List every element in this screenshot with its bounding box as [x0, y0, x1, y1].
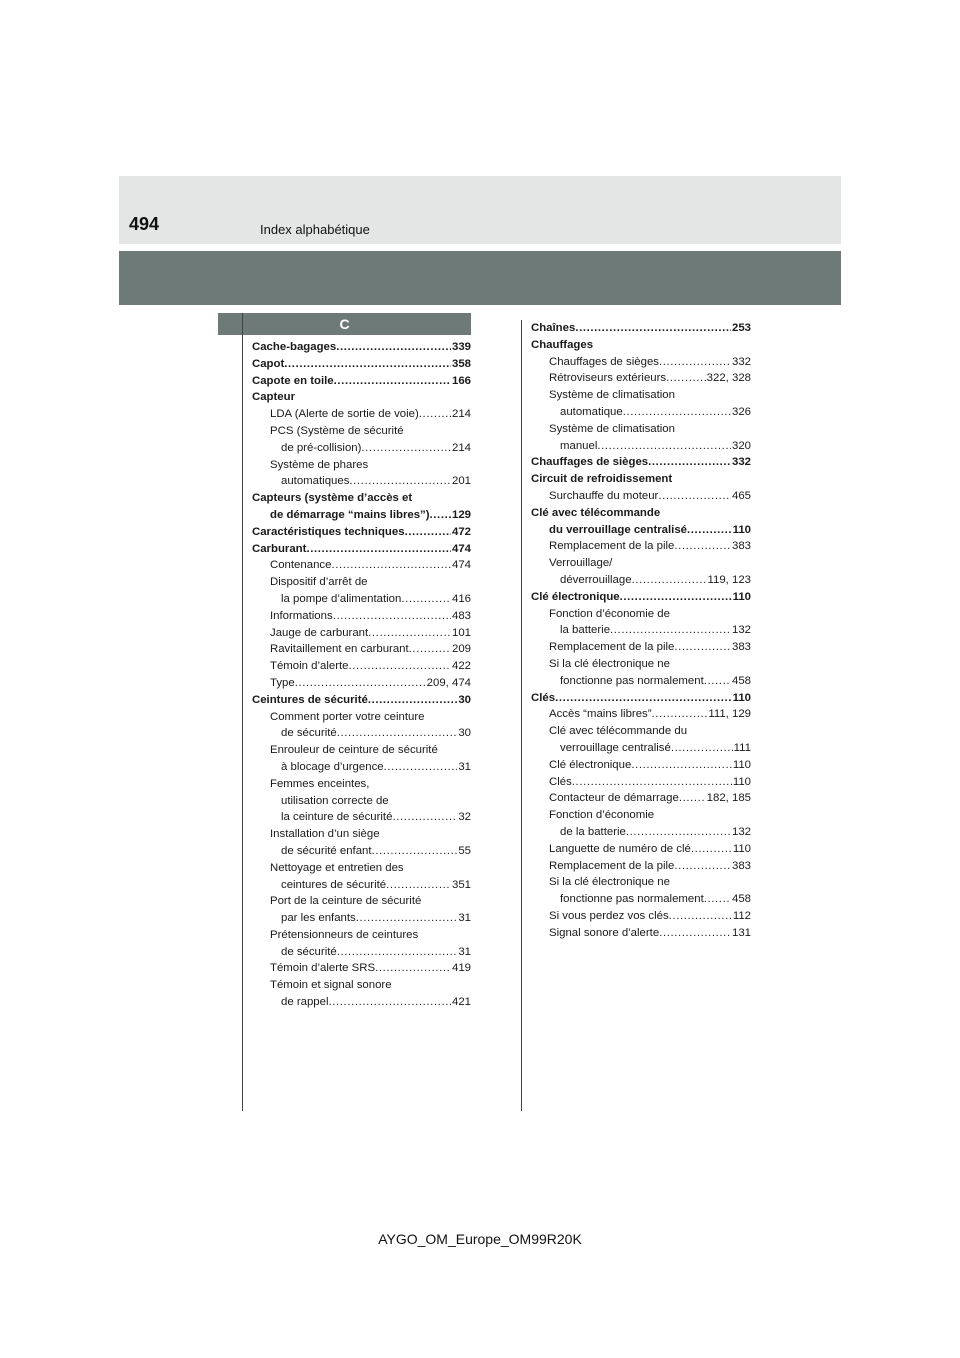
index-entry — [531, 337, 751, 354]
index-entry-page: 110 — [732, 775, 751, 788]
index-entry-page: 30 — [458, 693, 471, 706]
index-entry — [252, 591, 471, 608]
index-entry-text: Système de climatisation — [549, 422, 675, 435]
index-entry — [252, 457, 471, 474]
index-entry-page: 332 — [731, 355, 751, 368]
index-entry — [531, 824, 751, 841]
index-entry-page: 55 — [458, 844, 471, 857]
index-entry-text: Contenance — [270, 559, 332, 572]
index-entry-text: Si la clé électronique ne — [549, 657, 670, 670]
index-entry-text: Accès “mains libres” — [549, 708, 652, 721]
dot-leader — [375, 960, 451, 977]
dot-leader — [597, 438, 731, 455]
index-entry-page: 332 — [731, 456, 751, 469]
dot-leader — [401, 591, 451, 608]
dot-leader — [329, 994, 451, 1011]
index-entry-text: la ceinture de sécurité — [281, 811, 393, 824]
index-entry — [531, 589, 751, 606]
index-entry-page: 458 — [731, 893, 751, 906]
index-entry-text: Type — [270, 676, 295, 689]
header-band — [119, 251, 841, 305]
index-entry-text: fonctionne pas normalement — [560, 674, 704, 687]
dot-leader — [620, 589, 732, 606]
index-entry-page: 472 — [451, 525, 471, 538]
index-entry-text: Remplacement de la pile — [549, 859, 675, 872]
index-entry — [252, 977, 471, 994]
dot-leader — [659, 354, 731, 371]
index-entry — [252, 557, 471, 574]
index-entry-page: 112 — [732, 909, 751, 922]
index-entry-text: de pré-collision) — [281, 441, 362, 454]
index-entry-text: à blocage d’urgence — [281, 760, 384, 773]
index-entry — [252, 893, 471, 910]
dot-leader — [652, 706, 708, 723]
index-entry-page: 31 — [458, 945, 471, 958]
index-entry — [252, 944, 471, 961]
index-entry-text: manuel — [560, 439, 598, 452]
index-entry-page: 458 — [731, 674, 751, 687]
index-entry-text: Témoin d’alerte — [270, 660, 349, 673]
index-entry — [252, 658, 471, 675]
dot-leader — [392, 809, 457, 826]
index-entry-text: Système de climatisation — [549, 389, 675, 402]
index-entry-page: 110 — [732, 590, 751, 603]
index-column-right — [531, 320, 751, 941]
right-column-divider — [521, 320, 522, 1111]
page-header — [119, 176, 841, 244]
index-entry-text: Si la clé électronique ne — [549, 876, 670, 889]
index-entry — [531, 538, 751, 555]
dot-leader — [386, 877, 451, 894]
dot-leader — [659, 925, 731, 942]
index-entry — [252, 776, 471, 793]
index-entry-page: 110 — [732, 758, 751, 771]
dot-leader — [336, 339, 451, 356]
page-number: 494 — [129, 214, 160, 234]
index-entry — [531, 454, 751, 471]
index-entry — [252, 692, 471, 709]
index-entry — [531, 807, 751, 824]
dot-leader — [674, 538, 731, 555]
index-entry-text: de sécurité — [281, 727, 337, 740]
index-entry — [252, 473, 471, 490]
index-entry — [531, 404, 751, 421]
index-entry-page: 101 — [451, 626, 471, 639]
index-entry-text: Port de la ceinture de sécurité — [270, 895, 422, 908]
dot-leader — [361, 440, 451, 457]
index-entry-text: Nettoyage et entretien des — [270, 861, 404, 874]
index-entry-page: 383 — [731, 641, 751, 654]
index-entry — [531, 891, 751, 908]
dot-leader — [409, 641, 451, 658]
index-entry — [531, 488, 751, 505]
index-entry-text: Clé avec télécommande du — [549, 725, 688, 738]
index-entry-text: Capote en toile — [252, 374, 334, 387]
index-entry-page: 119, 123 — [707, 573, 751, 586]
dot-leader — [626, 824, 731, 841]
index-entry-text: Contacteur de démarrage — [549, 792, 679, 805]
index-entry-page: 253 — [731, 322, 751, 334]
index-entry — [531, 673, 751, 690]
index-entry-page: 111, 129 — [708, 708, 751, 721]
index-letter-tab — [218, 313, 471, 335]
index-entry-text: Clé avec télécommande — [531, 506, 661, 519]
index-entry-text: déverrouillage — [560, 573, 632, 586]
dot-leader — [572, 774, 732, 791]
index-entry-text: par les enfants — [281, 912, 356, 925]
index-entry — [252, 960, 471, 977]
dot-leader — [669, 908, 732, 925]
index-entry-text: Système de phares — [270, 458, 369, 471]
index-entry — [531, 555, 751, 572]
index-entry-text: Clés — [549, 775, 572, 788]
index-entry-text: Rétroviseurs extérieurs — [549, 372, 667, 385]
dot-leader — [691, 841, 732, 858]
index-entry-text: de la batterie — [560, 825, 626, 838]
dot-leader — [687, 522, 732, 539]
dot-leader — [671, 740, 733, 757]
dot-leader — [306, 541, 451, 558]
index-entry-page: 320 — [731, 439, 751, 452]
index-entry — [531, 706, 751, 723]
index-entry-text: de sécurité enfant — [281, 844, 372, 857]
index-entry — [252, 877, 471, 894]
index-entry — [252, 809, 471, 826]
index-entry-page: 483 — [451, 609, 471, 622]
index-entry-page: 110 — [732, 523, 751, 536]
index-entry-text: Carburant — [252, 542, 307, 555]
index-entry — [531, 320, 751, 337]
index-entry — [252, 524, 471, 541]
index-entry — [531, 387, 751, 404]
index-entry — [531, 925, 751, 942]
index-entry-page: 31 — [458, 912, 471, 925]
index-entry-page: 131 — [731, 926, 751, 939]
index-entry-text: Ravitaillement en carburant — [270, 643, 409, 656]
index-entry — [531, 790, 751, 807]
index-entry-page: 358 — [451, 357, 471, 370]
index-entry-text: Languette de numéro de clé — [549, 842, 691, 855]
index-entry-text: Femmes enceintes, — [270, 777, 370, 790]
index-entry-page: 474 — [451, 542, 471, 555]
index-entry-text: de rappel — [281, 996, 329, 1009]
index-entry-page: 421 — [451, 996, 471, 1009]
index-entry-page: 422 — [451, 660, 471, 673]
dot-leader — [575, 320, 731, 337]
index-entry — [252, 356, 471, 373]
index-entry-text: Installation d’un siège — [270, 828, 380, 841]
index-entry-page: 419 — [451, 962, 471, 975]
dot-leader — [704, 673, 731, 690]
index-entry-page: 182, 185 — [706, 792, 751, 805]
index-entry — [531, 471, 751, 488]
dot-leader — [405, 524, 451, 541]
index-entry-text: la batterie — [560, 624, 611, 637]
index-entry-text: Cache-bagages — [252, 341, 337, 353]
index-entry-page: 209 — [451, 643, 471, 656]
index-entry-text: Chaînes — [531, 322, 576, 334]
index-entry-page: 31 — [458, 760, 471, 773]
index-entry — [252, 625, 471, 642]
index-letter: C — [339, 316, 350, 332]
dot-leader — [368, 625, 451, 642]
index-entry-text: Caractéristiques techniques — [252, 525, 405, 538]
index-entry — [531, 757, 751, 774]
dot-leader — [334, 373, 451, 390]
index-entry — [531, 438, 751, 455]
index-entry-text: Ceintures de sécurité — [252, 693, 368, 706]
index-entry-text: Surchauffe du moteur — [549, 489, 659, 502]
index-entry-page: 383 — [731, 859, 751, 872]
index-entry-page: 32 — [458, 811, 471, 824]
index-entry-page: 474 — [451, 559, 471, 572]
index-entry-text: Témoin et signal sonore — [270, 979, 392, 992]
index-entry-page: 129 — [451, 508, 471, 521]
index-entry-text: verrouillage centralisé — [560, 741, 671, 754]
index-entry — [531, 572, 751, 589]
index-entry — [252, 608, 471, 625]
index-entry — [531, 505, 751, 522]
left-column-divider — [242, 313, 243, 1111]
dot-leader — [333, 608, 451, 625]
index-entry — [531, 740, 751, 757]
index-entry-text: Capot — [252, 357, 285, 370]
dot-leader — [666, 370, 706, 387]
document-code: AYGO_OM_Europe_OM99R20K — [378, 1231, 582, 1247]
index-entry-text: Clés — [531, 691, 556, 704]
dot-leader — [349, 473, 451, 490]
index-entry-page: 322, 328 — [706, 372, 751, 385]
index-entry-text: du verrouillage centralisé — [549, 523, 688, 536]
index-entry-text: utilisation correcte de — [281, 794, 389, 807]
index-entry — [252, 675, 471, 692]
index-entry — [531, 841, 751, 858]
dot-leader — [356, 910, 458, 927]
index-entry — [531, 656, 751, 673]
index-entry-text: Informations — [270, 609, 333, 622]
index-entry-text: Clé électronique — [549, 758, 632, 771]
index-entry-text: Prétensionneurs de ceintures — [270, 928, 419, 941]
dot-leader — [331, 557, 451, 574]
index-entry — [252, 339, 471, 356]
section-title: Index alphabétique — [260, 222, 370, 237]
dot-leader — [674, 858, 731, 875]
index-entry — [531, 874, 751, 891]
index-entry — [252, 742, 471, 759]
index-entry-text: PCS (Système de sécurité — [270, 424, 404, 437]
index-entry-text: Signal sonore d’alerte — [549, 926, 660, 939]
index-entry — [531, 370, 751, 387]
index-entry-page: 201 — [451, 475, 471, 488]
index-entry — [252, 440, 471, 457]
dot-leader — [610, 622, 731, 639]
index-entry-text: Jauge de carburant — [270, 626, 369, 639]
dot-leader — [337, 944, 458, 961]
index-entry — [531, 690, 751, 707]
dot-leader — [648, 454, 731, 471]
index-entry — [252, 994, 471, 1011]
index-entry-page: 30 — [458, 727, 471, 740]
index-entry-text: Capteur — [252, 391, 296, 404]
index-entry-text: de sécurité — [281, 945, 337, 958]
index-entry-page: 465 — [731, 489, 751, 502]
index-entry-text: Fonction d’économie de — [549, 607, 670, 620]
index-entry-text: Verrouillage/ — [549, 557, 613, 570]
index-entry — [252, 490, 471, 507]
dot-leader — [623, 404, 731, 421]
index-entry-text: Enrouleur de ceinture de sécurité — [270, 744, 438, 757]
index-entry-text: Chauffages — [531, 338, 594, 351]
index-entry — [531, 858, 751, 875]
index-entry-text: Circuit de refroidissement — [531, 473, 673, 486]
index-entry-text: Remplacement de la pile — [549, 540, 675, 553]
index-entry — [252, 860, 471, 877]
index-entry — [252, 406, 471, 423]
index-entry — [252, 709, 471, 726]
index-entry — [531, 522, 751, 539]
index-entry — [252, 826, 471, 843]
index-entry — [252, 389, 471, 406]
index-entry-page: 351 — [451, 878, 471, 891]
dot-leader — [658, 488, 731, 505]
index-entry-text: Capteurs (système d’accès et — [252, 492, 413, 505]
index-entry — [531, 354, 751, 371]
index-entry — [252, 843, 471, 860]
index-entry-text: Dispositif d’arrêt de — [270, 576, 368, 589]
index-entry-text: Clé électronique — [531, 590, 620, 603]
index-entry-text: automatique — [560, 405, 623, 418]
index-entry-page: 110 — [732, 842, 751, 855]
index-entry-text: Comment porter votre ceinture — [270, 710, 425, 723]
index-entry — [252, 507, 471, 524]
dot-leader — [555, 690, 732, 707]
index-entry-page: 383 — [731, 540, 751, 553]
dot-leader — [430, 507, 451, 524]
dot-leader — [674, 639, 731, 656]
dot-leader — [679, 790, 706, 807]
index-entry — [531, 723, 751, 740]
dot-leader — [337, 725, 458, 742]
index-entry-text: Si vous perdez vos clés — [549, 909, 669, 922]
index-entry — [252, 423, 471, 440]
index-entry-page: 111 — [733, 741, 751, 754]
index-entry-text: automatiques — [281, 475, 350, 488]
dot-leader — [284, 356, 451, 373]
index-entry-text: Fonction d’économie — [549, 809, 655, 822]
index-entry — [252, 759, 471, 776]
dot-leader — [295, 675, 426, 692]
index-column-left — [252, 339, 471, 1011]
index-entry — [252, 641, 471, 658]
index-entry-page: 132 — [731, 624, 751, 637]
index-entry-page: 166 — [451, 374, 471, 387]
index-entry-text: Chauffages de sièges — [531, 456, 649, 469]
index-entry-page: 416 — [451, 592, 471, 605]
dot-leader — [704, 891, 731, 908]
index-entry — [531, 606, 751, 623]
dot-leader — [372, 843, 458, 860]
index-entry-text: Chauffages de sièges — [549, 355, 659, 368]
index-entry-page: 110 — [732, 691, 751, 704]
index-entry — [252, 793, 471, 810]
index-entry-page: 326 — [731, 405, 751, 418]
index-entry-page: 214 — [451, 441, 471, 454]
dot-leader — [631, 757, 732, 774]
index-entry — [252, 574, 471, 591]
index-entry — [252, 541, 471, 558]
index-entry-text: LDA (Alerte de sortie de voie) — [270, 408, 419, 421]
index-entry — [252, 725, 471, 742]
index-entry-page: 132 — [731, 825, 751, 838]
index-entry-text: la pompe d’alimentation — [281, 592, 402, 605]
dot-leader — [384, 759, 458, 776]
index-entry-text: fonctionne pas normalement — [560, 893, 704, 906]
index-entry — [252, 373, 471, 390]
index-entry — [252, 927, 471, 944]
dot-leader — [368, 692, 457, 709]
dot-leader — [349, 658, 451, 675]
index-entry-page: 214 — [451, 408, 471, 421]
index-entry — [531, 622, 751, 639]
index-entry-text: ceintures de sécurité — [281, 878, 387, 891]
index-entry — [531, 908, 751, 925]
dot-leader — [419, 406, 451, 423]
index-entry — [531, 421, 751, 438]
index-entry-page: 339 — [451, 341, 471, 353]
index-entry-text: Remplacement de la pile — [549, 641, 675, 654]
dot-leader — [632, 572, 707, 589]
index-entry — [252, 910, 471, 927]
index-entry-text: de démarrage “mains libres”) — [270, 508, 430, 521]
index-entry — [531, 774, 751, 791]
index-entry — [531, 639, 751, 656]
index-entry-text: Témoin d’alerte SRS — [270, 962, 376, 975]
index-entry-page: 209, 474 — [426, 676, 471, 689]
